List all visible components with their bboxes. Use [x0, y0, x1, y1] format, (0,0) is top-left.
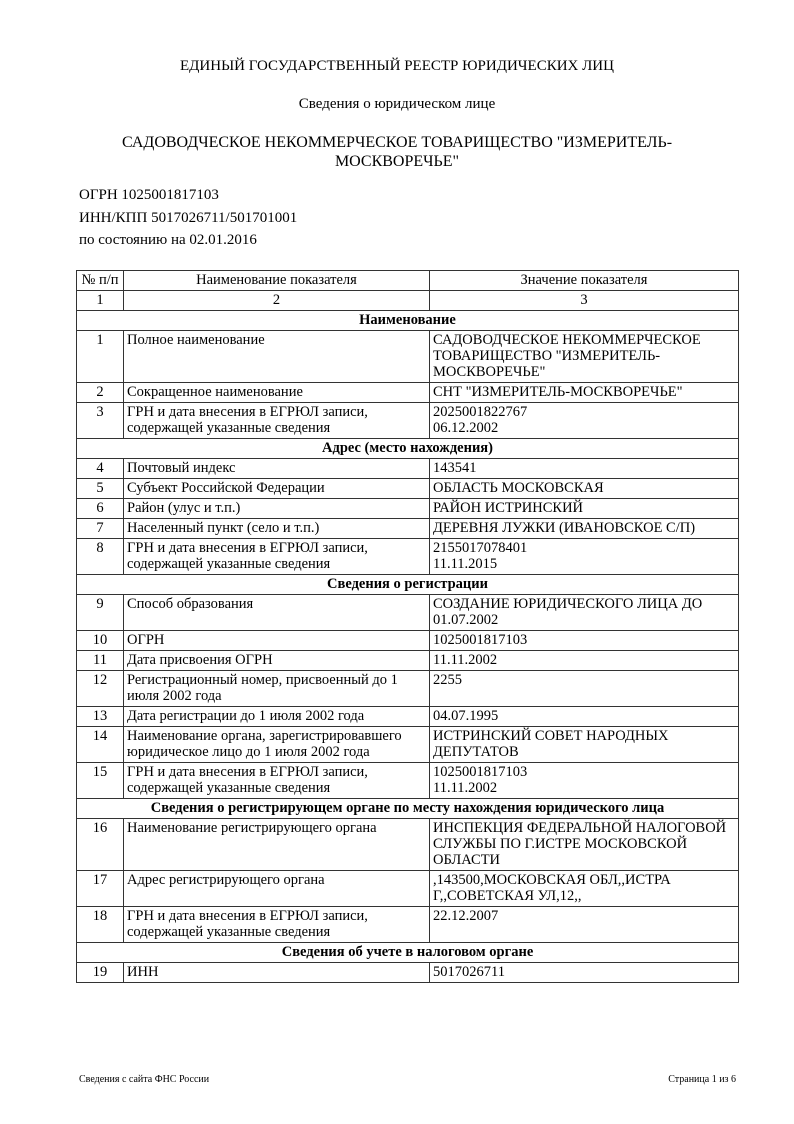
value-date-line: 06.12.2002: [433, 420, 499, 436]
table-row: [77, 671, 739, 707]
table-row: [77, 727, 739, 763]
inn-kpp-line: ИНН/КПП 5017026711/501701001: [79, 210, 298, 226]
indicator-value: [430, 727, 739, 763]
table-row: [77, 331, 739, 383]
indicator-value: [430, 763, 739, 799]
value-line: 1025001817103: [433, 632, 528, 648]
column-number-3: 3: [430, 291, 739, 311]
value-date-line: 11.11.2015: [433, 556, 498, 572]
value-line: 5017026711: [433, 964, 505, 980]
indicator-name: Полное наименование: [124, 331, 430, 383]
indicator-name: Субъект Российской Федерации: [124, 479, 430, 499]
indicator-name: Дата присвоения ОГРН: [124, 651, 430, 671]
value-line: ,143500,МОСКОВСКАЯ ОБЛ,,ИСТРА Г,,СОВЕТСКАЯ УЛ,12,,: [433, 872, 671, 904]
indicator-value: [430, 479, 739, 499]
table-row: [77, 479, 739, 499]
ogrn-line: ОГРН 1025001817103: [79, 187, 219, 203]
indicator-value: [430, 383, 739, 403]
column-number-row: [77, 291, 739, 311]
row-number: 8: [77, 539, 124, 575]
value-line: ОБЛАСТЬ МОСКОВСКАЯ: [433, 480, 604, 496]
as-of-date-line: по состоянию на 02.01.2016: [79, 232, 257, 248]
row-number: 4: [77, 459, 124, 479]
indicator-value: [430, 459, 739, 479]
header-indicator-name: Наименование показателя: [124, 271, 430, 291]
indicator-name: Способ образования: [124, 595, 430, 631]
indicator-value: [430, 871, 739, 907]
indicator-name: Адрес регистрирующего органа: [124, 871, 430, 907]
indicator-name: Регистрационный номер, присвоенный до 1 июля 2002 года: [124, 671, 430, 707]
indicator-name: Район (улус и т.п.): [124, 499, 430, 519]
indicator-value: [430, 499, 739, 519]
row-number: 1: [77, 331, 124, 383]
value-line: САДОВОДЧЕСКОЕ НЕКОММЕРЧЕСКОЕ ТОВАРИЩЕСТВО "ИЗМЕРИТЕЛЬ-МОСКВОРЕЧЬЕ": [433, 332, 701, 380]
indicator-name: Населенный пункт (село и т.п.): [124, 519, 430, 539]
section-header-row: [77, 439, 739, 459]
indicator-value: [430, 631, 739, 651]
table-row: [77, 459, 739, 479]
table-row: [77, 763, 739, 799]
row-number: 15: [77, 763, 124, 799]
indicator-name: Наименование регистрирующего органа: [124, 819, 430, 871]
table-body: [77, 311, 739, 983]
table-row: [77, 871, 739, 907]
value-line: 11.11.2002: [433, 652, 498, 668]
header-indicator-value: Значение показателя: [430, 271, 739, 291]
indicator-value: [430, 595, 739, 631]
section-header-row: [77, 575, 739, 595]
indicator-value: [430, 963, 739, 983]
value-line: СНТ "ИЗМЕРИТЕЛЬ-МОСКВОРЕЧЬЕ": [433, 384, 683, 400]
indicator-name: Почтовый индекс: [124, 459, 430, 479]
section-title: Наименование: [77, 311, 739, 331]
value-line: 2155017078401: [433, 540, 528, 556]
row-number: 9: [77, 595, 124, 631]
section-title: Сведения об учете в налоговом органе: [77, 943, 739, 963]
indicator-value: [430, 907, 739, 943]
row-number: 10: [77, 631, 124, 651]
footer-source: Сведения с сайта ФНС России: [79, 1074, 210, 1085]
indicator-value: [430, 331, 739, 383]
row-number: 14: [77, 727, 124, 763]
row-number: 18: [77, 907, 124, 943]
value-line: РАЙОН ИСТРИНСКИЙ: [433, 500, 584, 516]
table-row: [77, 819, 739, 871]
value-line: ИНСПЕКЦИЯ ФЕДЕРАЛЬНОЙ НАЛОГОВОЙ СЛУЖБЫ ПО Г.ИСТРЕ МОСКОВСКОЙ ОБЛАСТИ: [433, 820, 727, 868]
indicator-value: [430, 819, 739, 871]
row-number: 11: [77, 651, 124, 671]
value-line: 22.12.2007: [433, 908, 499, 924]
header-number: № п/п: [77, 271, 124, 291]
value-line: 04.07.1995: [433, 708, 499, 724]
row-number: 3: [77, 403, 124, 439]
indicator-value: [430, 651, 739, 671]
value-date-line: 11.11.2002: [433, 780, 498, 796]
indicator-value: [430, 519, 739, 539]
value-line: 2025001822767: [433, 404, 528, 420]
indicator-value: [430, 707, 739, 727]
registry-table: [76, 270, 739, 983]
value-line: 143541: [433, 460, 477, 476]
value-line: ДЕРЕВНЯ ЛУЖКИ (ИВАНОВСКОЕ С/П): [433, 520, 696, 536]
value-line: СОЗДАНИЕ ЮРИДИЧЕСКОГО ЛИЦА ДО 01.07.2002: [433, 596, 703, 628]
indicator-name: Дата регистрации до 1 июля 2002 года: [124, 707, 430, 727]
table-header-row: [77, 271, 739, 291]
section-title: Сведения о регистрации: [77, 575, 739, 595]
table-row: [77, 707, 739, 727]
table-row: [77, 499, 739, 519]
row-number: 19: [77, 963, 124, 983]
column-number-2: 2: [124, 291, 430, 311]
indicator-name: Сокращенное наименование: [124, 383, 430, 403]
indicator-name: ГРН и дата внесения в ЕГРЮЛ записи, содержащей указанные сведения: [124, 763, 430, 799]
table-row: [77, 519, 739, 539]
table-row: [77, 539, 739, 575]
indicator-value: [430, 539, 739, 575]
section-header-row: [77, 311, 739, 331]
table-row: [77, 383, 739, 403]
section-header-row: [77, 799, 739, 819]
value-line: 1025001817103: [433, 764, 528, 780]
row-number: 12: [77, 671, 124, 707]
value-line: 2255: [433, 672, 462, 688]
row-number: 13: [77, 707, 124, 727]
document-title: ЕДИНЫЙ ГОСУДАРСТВЕННЫЙ РЕЕСТР ЮРИДИЧЕСКИХ ЛИЦ: [180, 58, 614, 74]
row-number: 5: [77, 479, 124, 499]
organization-name: САДОВОДЧЕСКОЕ НЕКОММЕРЧЕСКОЕ ТОВАРИЩЕСТВО "ИЗМЕРИТЕЛЬ-МОСКВОРЕЧЬЕ": [121, 134, 673, 170]
indicator-value: [430, 671, 739, 707]
row-number: 16: [77, 819, 124, 871]
document-subtitle: Сведения о юридическом лице: [298, 96, 496, 112]
indicator-name: ГРН и дата внесения в ЕГРЮЛ записи, содержащей указанные сведения: [124, 539, 430, 575]
table-row: [77, 403, 739, 439]
section-title: Сведения о регистрирующем органе по месту нахождения юридического лица: [77, 799, 739, 819]
table-row: [77, 651, 739, 671]
row-number: 6: [77, 499, 124, 519]
table-row: [77, 631, 739, 651]
indicator-name: ГРН и дата внесения в ЕГРЮЛ записи, содержащей указанные сведения: [124, 403, 430, 439]
table-row: [77, 907, 739, 943]
indicator-name: ОГРН: [124, 631, 430, 651]
section-header-row: [77, 943, 739, 963]
row-number: 17: [77, 871, 124, 907]
value-line: ИСТРИНСКИЙ СОВЕТ НАРОДНЫХ ДЕПУТАТОВ: [433, 728, 669, 760]
table-row: [77, 963, 739, 983]
section-title: Адрес (место нахождения): [77, 439, 739, 459]
column-number-1: 1: [77, 291, 124, 311]
indicator-name: Наименование органа, зарегистрировавшего юридическое лицо до 1 июля 2002 года: [124, 727, 430, 763]
indicator-value: [430, 403, 739, 439]
footer-page-number: Страница 1 из 6: [668, 1074, 736, 1085]
row-number: 2: [77, 383, 124, 403]
indicator-name: ИНН: [124, 963, 430, 983]
indicator-name: ГРН и дата внесения в ЕГРЮЛ записи, содержащей указанные сведения: [124, 907, 430, 943]
table-row: [77, 595, 739, 631]
row-number: 7: [77, 519, 124, 539]
